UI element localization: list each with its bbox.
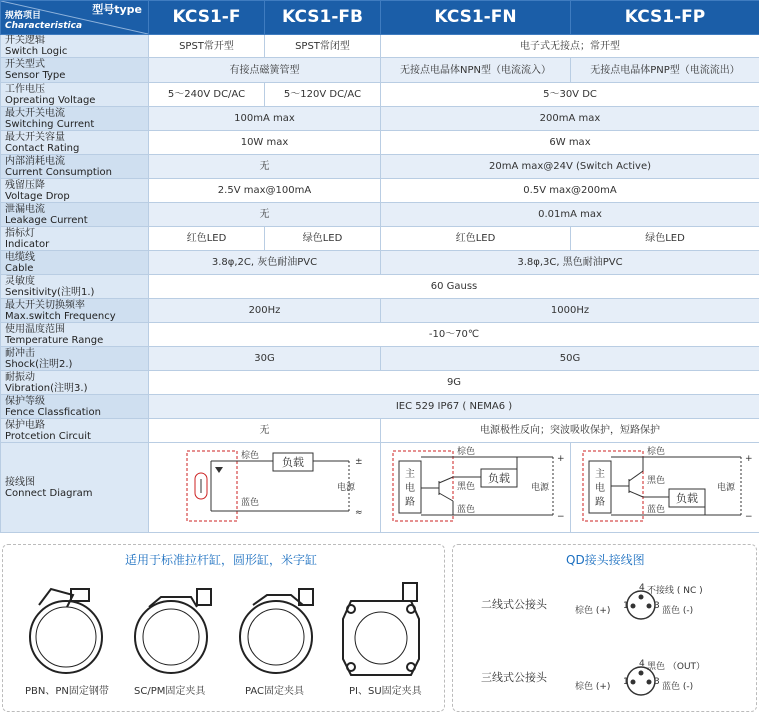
cell-fnp: 0.5V max@200mA	[381, 179, 759, 203]
caption-pac: PAC固定夹具	[245, 686, 305, 697]
brown-wire-label: 棕色	[647, 447, 666, 457]
blue-wire-label: 蓝色	[241, 498, 260, 508]
black-wire-label: 黑色	[647, 476, 666, 486]
mounting-title: 适用于标准拉杆缸，圆形缸，米字缸	[125, 553, 318, 567]
cell-all: IEC 529 IP67 ( NEMA6 )	[149, 395, 759, 419]
row-label-en: Vibration(注明3.)	[5, 382, 88, 394]
cell-fnp: 50G	[381, 347, 759, 371]
plus-symbol: +	[557, 454, 565, 464]
row-label-en: Max.switch Frequency	[5, 310, 116, 322]
cell-fn: 红色LED	[381, 227, 571, 251]
row-label-en: Temperature Range	[5, 334, 104, 346]
row-label-en: Indicator	[5, 238, 50, 250]
pbn-band-icon	[30, 589, 102, 673]
cell-ffb: 10W max	[149, 131, 381, 155]
mounting-illustrations	[21, 575, 431, 685]
cell-all: -10～70℃	[149, 323, 759, 347]
row-label-en: Protcetion Circuit	[5, 430, 91, 442]
cell-ffb: 无	[149, 419, 381, 443]
qd-panel	[452, 544, 757, 712]
cell-all: 9G	[149, 371, 759, 395]
row-label-en: Contact Rating	[5, 142, 80, 154]
pin4-number: 4	[639, 583, 645, 593]
model-kcs1-f: KCS1-F	[149, 1, 265, 35]
model-kcs1-fn: KCS1-FN	[381, 1, 571, 35]
cell-fnp: 200mA max	[381, 107, 759, 131]
cell-fnp: 3.8φ,3C, 黑色耐油PVC	[381, 251, 759, 275]
row-label-cn: 工作电压	[5, 83, 45, 95]
row-consumption	[1, 155, 759, 179]
brown-wire-label: 棕色	[457, 447, 476, 457]
cell-fb: SPST常闭型	[265, 35, 381, 58]
model-kcs1-fp: KCS1-FP	[571, 1, 759, 35]
row-label-en: Switch Logic	[5, 46, 68, 57]
cell-ffb: 3.8φ,2C, 灰色耐油PVC	[149, 251, 381, 275]
model-kcs1-fb: KCS1-FB	[265, 1, 381, 35]
cell-fnp: 0.01mA max	[381, 203, 759, 227]
row-label-en: Sensitivity(注明1.)	[5, 286, 95, 298]
cell-fn: 无接点电晶体NPN型（电流流入）	[381, 58, 571, 83]
cell-ffb: 200Hz	[149, 299, 381, 323]
row-wiring	[1, 443, 759, 533]
header-corner	[1, 1, 149, 35]
row-label-cn: 保护等级	[5, 395, 45, 407]
brown-wire-label: 棕色	[241, 451, 260, 461]
pm-symbol: ±	[355, 457, 363, 467]
row-protect	[1, 419, 759, 443]
row-label-en: Leakage Current	[5, 214, 88, 226]
pin1-label: 棕色 (+)	[575, 682, 611, 692]
cell-ffb: 30G	[149, 347, 381, 371]
row-label-en: Cable	[5, 262, 34, 274]
row-label-en: Connect Diagram	[5, 487, 93, 499]
caption-pbn: PBN、PN固定钢带	[25, 686, 109, 697]
wiring-reed	[149, 443, 381, 533]
bottom-section	[0, 544, 759, 714]
pin1-label: 棕色 (+)	[575, 606, 611, 616]
cell-ffb: 无	[149, 155, 381, 179]
pin3-number: 3	[654, 601, 660, 611]
cell-fb: 绿色LED	[265, 227, 381, 251]
main-circuit-char-1: 主	[405, 469, 415, 480]
cell-ffb: 无	[149, 203, 381, 227]
row-label-cn: 保护电路	[5, 419, 45, 431]
row-label-en: Voltage Drop	[5, 190, 70, 202]
cell-fnp: 20mA max@24V (Switch Active)	[381, 155, 759, 179]
wiring-diagram-reed	[149, 443, 381, 529]
load-label: 负载	[676, 492, 698, 505]
power-label: 电源	[717, 483, 736, 493]
mounting-panel	[2, 544, 445, 712]
wiring-diagram-pnp	[571, 443, 759, 529]
pin4-nc-label: 不接线 ( NC )	[647, 586, 703, 596]
row-rating	[1, 131, 759, 155]
cell-ffb: 有接点磁簧管型	[149, 58, 381, 83]
qd-connector-diagrams	[573, 575, 753, 711]
pi-su-clamp-icon	[343, 583, 419, 675]
plus-symbol: +	[745, 454, 753, 464]
cell-fnp: 1000Hz	[381, 299, 759, 323]
wiring-pnp	[571, 443, 759, 533]
row-label-cn: 开关逻辑	[5, 35, 45, 46]
row-label-cn: 最大开关切换频率	[5, 299, 85, 311]
sc-pm-clamp-icon	[135, 589, 211, 673]
cell-fb: 5～120V DC/AC	[265, 83, 381, 107]
row-label-cn: 耐振动	[5, 371, 35, 383]
row-label-en: Shock(注明2.)	[5, 358, 73, 370]
cell-f: SPST常开型	[149, 35, 265, 58]
cell-fnp: 6W max	[381, 131, 759, 155]
row-label-cn: 接线图	[5, 476, 35, 488]
row-label-cn: 开关型式	[5, 59, 45, 70]
row-current	[1, 107, 759, 131]
row-label-cn: 指标灯	[5, 227, 35, 239]
type-label: 型号type	[92, 3, 142, 16]
black-wire-label: 黑色	[457, 482, 476, 492]
header-row	[1, 1, 759, 35]
items-label: 规格项目	[5, 11, 42, 21]
pin3-label: 蓝色 (-)	[662, 682, 694, 692]
row-cable	[1, 251, 759, 275]
row-leak	[1, 203, 759, 227]
row-label-cn: 电缆线	[5, 251, 35, 263]
main-circuit-char-1: 主	[595, 469, 605, 480]
row-label-en: Sensor Type	[5, 70, 66, 81]
minus-symbol: −	[557, 512, 565, 522]
blue-wire-label: 蓝色	[457, 505, 476, 515]
row-label-cn: 最大开关电流	[5, 107, 65, 119]
main-circuit-char-3: 路	[405, 497, 415, 508]
caption-pi-su: PI、SU固定夹具	[349, 686, 422, 697]
approx-symbol: ≈	[355, 508, 363, 518]
cell-all: 60 Gauss	[149, 275, 759, 299]
cell-fp: 无接点电晶体PNP型（电流流出）	[571, 58, 759, 83]
pin3-label: 蓝色 (-)	[662, 606, 694, 616]
pin4-out-label: 黑色 （OUT）	[647, 662, 706, 672]
pin3-number: 3	[654, 677, 660, 687]
cell-fnp: 5～30V DC	[381, 83, 759, 107]
main-circuit-char-2: 电	[405, 483, 415, 494]
row-label-cn: 灵敏度	[5, 275, 35, 287]
row-label-en: Current Consumption	[5, 166, 112, 178]
blue-wire-label: 蓝色	[647, 505, 666, 515]
wiring-diagram-npn	[381, 443, 571, 529]
load-label: 负载	[282, 456, 304, 469]
cell-f: 5～240V DC/AC	[149, 83, 265, 107]
row-sensor	[1, 58, 759, 83]
row-label-cn: 耐冲击	[5, 347, 35, 359]
row-freq	[1, 299, 759, 323]
power-label: 电源	[337, 483, 356, 493]
main-circuit-char-2: 电	[595, 483, 605, 494]
row-logic	[1, 35, 759, 58]
row-voltage	[1, 83, 759, 107]
row-label-cn: 内部消耗电流	[5, 155, 65, 167]
row-indicator	[1, 227, 759, 251]
pac-clamp-icon	[240, 589, 313, 673]
cell-fnp: 电子式无接点；常开型	[381, 35, 759, 58]
row-drop	[1, 179, 759, 203]
two-wire-label: 二线式公接头	[481, 598, 547, 611]
cell-fp: 绿色LED	[571, 227, 759, 251]
caption-sc-pm: SC/PM固定夹具	[134, 686, 206, 697]
row-label-cn: 最大开关容量	[5, 131, 65, 143]
wiring-npn	[381, 443, 571, 533]
row-label-cn: 泄漏电流	[5, 203, 45, 215]
cell-fnp: 电源极性反向；突波吸收保护，短路保护	[381, 419, 759, 443]
cell-f: 红色LED	[149, 227, 265, 251]
row-sensitivity	[1, 275, 759, 299]
minus-symbol: −	[745, 512, 753, 522]
pin1-number: 1	[623, 677, 629, 687]
qd-title: QD接头接线图	[566, 553, 645, 567]
row-vibration	[1, 371, 759, 395]
row-label-en: Switching Current	[5, 118, 95, 130]
three-wire-label: 三线式公接头	[481, 671, 547, 684]
cell-ffb: 2.5V max@100mA	[149, 179, 381, 203]
items-en-label: Characteristica	[5, 21, 83, 31]
pin4-number: 4	[639, 659, 645, 669]
row-shock	[1, 347, 759, 371]
main-circuit-char-3: 路	[595, 497, 605, 508]
row-temp	[1, 323, 759, 347]
power-label: 电源	[531, 483, 550, 493]
load-label: 负载	[488, 472, 510, 485]
row-fence	[1, 395, 759, 419]
row-label-cn: 使用温度范围	[5, 323, 65, 335]
pin1-number: 1	[623, 601, 629, 611]
row-label-en: Fence Classfication	[5, 406, 101, 418]
row-label-en: Opreating Voltage	[5, 94, 96, 106]
row-label-cn: 残留压降	[5, 179, 45, 191]
cell-ffb: 100mA max	[149, 107, 381, 131]
